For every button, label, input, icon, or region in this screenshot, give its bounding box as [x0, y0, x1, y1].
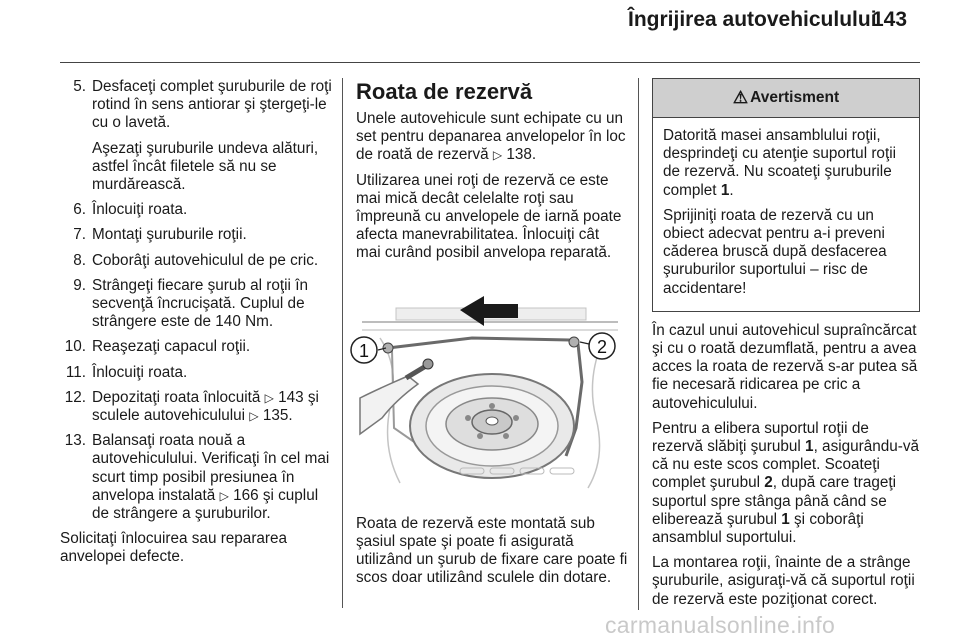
column-middle	[356, 80, 628, 595]
closing-paragraph: Solicitaţi înlocuirea sau repararea anvelopei defecte.	[60, 530, 288, 566]
paragraph: La montarea roţii, înainte de a strânge şuruburile, asiguraţi-vă că suportul roţii de rezervă este poziţionat corect.	[652, 554, 915, 608]
page-ref-icon[interactable]: ▷	[249, 409, 259, 424]
list-item-note: Aşezaţi şuruburile undeva alături, astfel încât filetele să nu se murdărească.	[92, 139, 319, 194]
column-divider-1	[342, 78, 343, 608]
list-item: 9. Strângeţi fiecare şurub al roţii în secvenţă încrucişată. Cuplul de strângere este de 140 Nm.	[73, 276, 308, 331]
section-heading: Roata de rezervă	[356, 79, 533, 104]
list-item: 6. Înlocuiţi roata.	[73, 201, 188, 219]
list-item: 13. Balansaţi roata nouă a autovehiculului. Verificaţi în cel mai scurt timp posibil presiunea în anvelopa instalată ▷ 166 şi cuplul de strângere a şuruburilor.	[64, 432, 330, 523]
column-left	[60, 78, 336, 574]
header-divider	[60, 62, 920, 63]
figure-label-2: 2	[596, 336, 608, 357]
list-item: 11. Înlocuiţi roata.	[65, 363, 188, 381]
paragraph: Utilizarea unei roţi de rezervă ce este mai mică decât celelalte roţi sau împreună cu anvelopele de iarnă poate afecta manevrabilitatea. Înlocuiţi cât mai curând posibil anvelopa reparată.	[356, 171, 622, 262]
list-item: 8. Coborâţi autovehiculul de pe cric.	[73, 251, 319, 269]
figure-label-1: 1	[358, 340, 370, 361]
page-title: Îngrijirea autovehiculului	[628, 8, 877, 31]
page-number: 143	[872, 8, 908, 31]
warning-box	[652, 78, 920, 312]
watermark: carmanualsonline.info	[605, 612, 836, 638]
column-divider-2	[638, 78, 639, 610]
warning-body: Datorită masei ansamblului roţii, desprindeţi cu atenţie suportul roţii de rezervă. Nu scoateţi şuruburile complet 1. Sprijiniţi roata de rezervă cu un obiect adecvat pentru a-i preveni căderea bruscă după desfacerea şuruburilor suportului – risc de accidentare!	[653, 118, 919, 311]
page-ref-icon[interactable]: ▷	[492, 148, 503, 163]
warning-header: ⚠ Avertisment	[653, 79, 919, 118]
warning-triangle-icon: ⚠	[732, 87, 749, 107]
spare-wheel-illustration	[360, 278, 622, 496]
list-item: 7. Montaţi şuruburile roţii.	[73, 226, 247, 244]
page-ref-icon[interactable]: ▷	[219, 488, 229, 503]
paragraph: Pentru a elibera suportul roţii de rezervă slăbiţi şurubul 1, asigurându-vă că nu este scos complet. Scoateţi complet şurubul 2, după care trageţi suportul spre stânga până când se eliberează şurubul 1 şi coborâţi ansamblul suportului.	[652, 419, 920, 547]
paragraph: Roata de rezervă este montată sub şasiul spate şi poate fi asigurată utilizând un şurub de fixare care poate fi scos doar utilizând sculele din dotare.	[356, 514, 628, 587]
page-ref-icon[interactable]: ▷	[264, 390, 274, 405]
paragraph: În cazul unui autovehicul supraîncărcat şi cu o roată dezumflată, pentru a avea acces la roata de rezervă s-ar putea să fie necesară ridicarea pe cric a autovehiculului.	[652, 321, 918, 412]
list-item: 12. Depozitaţi roata înlocuită ▷ 143 şi sculele autovehiculului ▷ 135.	[64, 388, 319, 425]
list-item: 5. Desfaceţi complet şuruburile de roţi rotind în sens antiorar şi ştergeţi-le cu o lavetă.	[73, 78, 332, 132]
list-item: 10. Reaşezaţi capacul roţii.	[64, 338, 251, 356]
column-right	[652, 78, 922, 616]
paragraph: Unele autovehicule sunt echipate cu un set pentru depanarea anvelopelor în loc de roată de rezervă ▷ 138.	[356, 110, 626, 164]
